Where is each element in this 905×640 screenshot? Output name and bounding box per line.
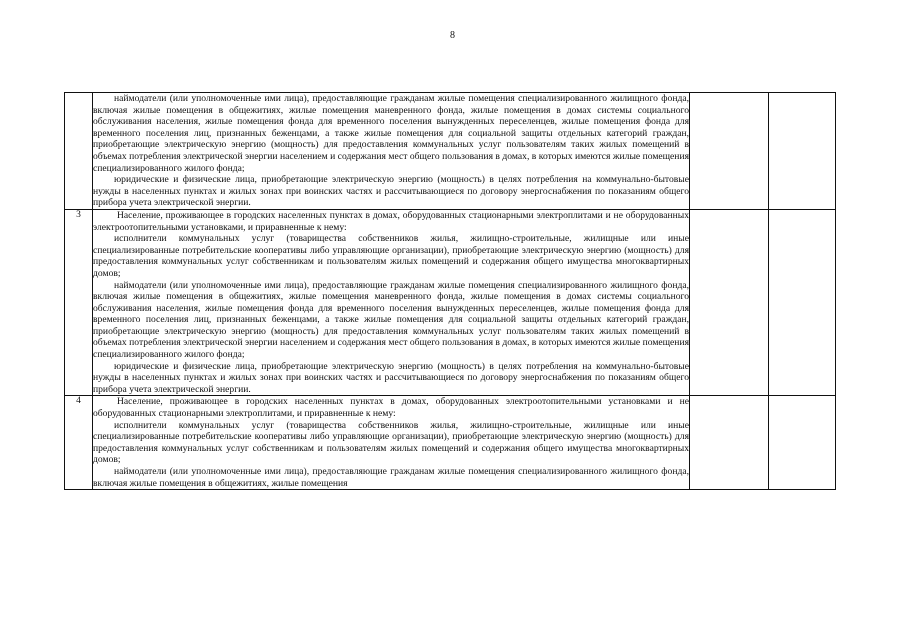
paragraph: Население, проживающее в городских населенных пунктах в домах, оборудованных стационарными электроплитами и не оборудованных электроотопительными установками, и приравненные к нему: [93, 209, 689, 233]
row-number: 3 [65, 209, 93, 396]
table-row [65, 396, 836, 490]
paragraph: наймодатели (или уполномоченные ими лица), предоставляющие гражданам жилые помещения специализированного жилищного фонда, включая жилые помещения в общежитиях, жилые помещения [93, 466, 689, 489]
tariff-table [64, 92, 836, 490]
empty-cell [769, 209, 836, 396]
row-number: 4 [65, 396, 93, 490]
table-row [65, 93, 836, 210]
paragraph: Население, проживающее в городских населенных пунктах в домах, оборудованных электроотопительными установками и не оборудованных стационарными электроплитами, и приравненные к нему: [93, 396, 689, 420]
row-number [65, 93, 93, 210]
paragraph: юридические и физические лица, приобретающие электрическую энергию (мощность) в целях потребления на коммунально-бытовые нужды в населенных пунктах и жилых зонах при воинских частях и рассчитывающиеся по договору энергоснабжения по показаниям общего прибора учета электрической энергии. [93, 174, 689, 209]
paragraph: наймодатели (или уполномоченные ими лица), предоставляющие гражданам жилые помещения специализированного жилищного фонда, включая жилые помещения в общежитиях, жилые помещения маневренного фонда, жилые помещения в домах системы социального обслуживания населения, жилые помещения фонда для временного поселения вынужденных переселенцев, жилые помещения фонда для временного поселения лиц, признанных беженцами, а также жилые помещения для социальной защиты отдельных категорий граждан, приобретающие электрическую энергию (мощность) для предоставления коммунальных услуг пользователям таких жилых помещений в объемах потребления электрической энергии населением и содержания мест общего пользования в домах, в которых имеются жилые помещения специализированного жилого фонда; [93, 93, 689, 174]
table-body [65, 93, 836, 490]
row-description [93, 209, 690, 396]
empty-cell [690, 93, 769, 210]
row-description [93, 396, 690, 490]
empty-cell [769, 396, 836, 490]
row-description [93, 93, 690, 210]
paragraph: исполнители коммунальных услуг (товарищества собственников жилья, жилищно-строительные, жилищные или иные специализированные потребительские кооперативы либо управляющие организации), приобретающие электрическую энергию (мощность) для предоставления коммунальных услуг собственникам и пользователям жилых помещений и содержания общего имущества многоквартирных домов; [93, 419, 689, 466]
empty-cell [690, 396, 769, 490]
empty-cell [690, 209, 769, 396]
paragraph: юридические и физические лица, приобретающие электрическую энергию (мощность) в целях потребления на коммунально-бытовые нужды в населенных пунктах и жилых зонах при воинских частях и рассчитывающиеся по договору энергоснабжения по показаниям общего прибора учета электрической энергии. [93, 360, 689, 395]
table-row [65, 209, 836, 396]
page-number: 8 [450, 30, 455, 41]
paragraph: наймодатели (или уполномоченные ими лица), предоставляющие гражданам жилые помещения специализированного жилищного фонда, включая жилые помещения в общежитиях, жилые помещения маневренного фонда, жилые помещения в домах системы социального обслуживания населения, жилые помещения фонда для временного поселения вынужденных переселенцев, жилые помещения фонда для временного поселения лиц, признанных беженцами, а также жилые помещения для социальной защиты отдельных категорий граждан, приобретающие электрическую энергию (мощность) для предоставления коммунальных услуг пользователям таких жилых помещений в объемах потребления электрической энергии населением и содержания мест общего пользования в домах, в которых имеются жилые помещения специализированного жилого фонда; [93, 279, 689, 361]
paragraph: исполнители коммунальных услуг (товарищества собственников жилья, жилищно-строительные, жилищные или иные специализированные потребительские кооперативы либо управляющие организации), приобретающие электрическую энергию (мощность) для предоставления коммунальных услуг собственникам и пользователям жилых помещений и содержания общего имущества многоквартирных домов; [93, 233, 689, 279]
empty-cell [769, 93, 836, 210]
